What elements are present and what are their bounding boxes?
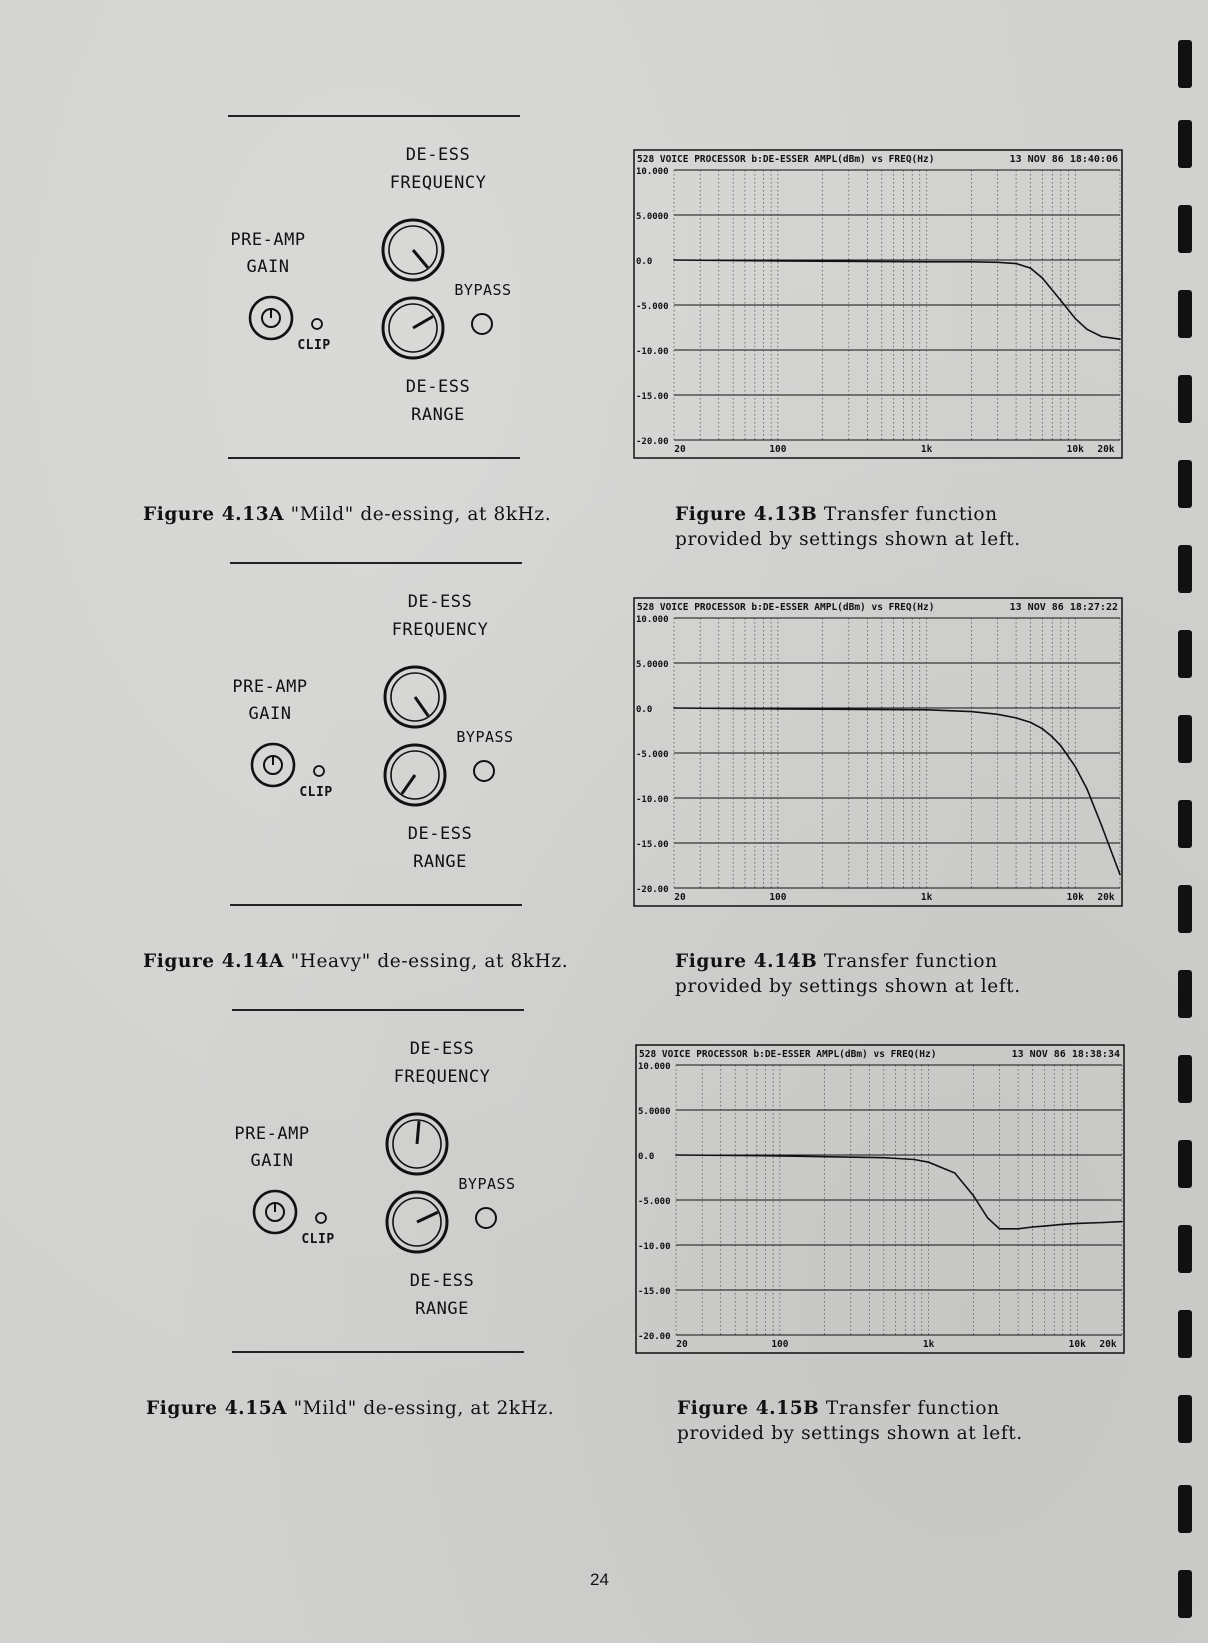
preamp-label-line1: PRE-AMP (230, 230, 306, 250)
range-label-line2: RANGE (411, 405, 465, 425)
preamp-gain-knob-icon (248, 740, 298, 790)
data-point (673, 259, 675, 261)
caption-text-line2: provided by settings shown at left. (675, 976, 1021, 997)
freq-label-line2: FREQUENCY (389, 173, 487, 193)
freq-label-line2: FREQUENCY (391, 620, 489, 640)
data-point (1043, 1225, 1045, 1227)
data-point (1121, 1221, 1123, 1223)
y-tick-label: -5.000 (636, 302, 669, 312)
bypass-switch-icon (473, 1205, 499, 1231)
binder-hole (1178, 205, 1192, 253)
freq-label-line1: DE-ESS (407, 592, 473, 612)
x-tick-label: 20k (1097, 892, 1115, 903)
caption-text-line2: provided by settings shown at left. (675, 529, 1021, 550)
caption-text-line2: provided by settings shown at left. (677, 1423, 1023, 1444)
clip-led-icon (313, 1210, 329, 1226)
binder-hole (1178, 375, 1192, 423)
binder-hole (1178, 1570, 1192, 1618)
data-point (1030, 722, 1032, 724)
data-point (1074, 318, 1076, 320)
graph-svg (634, 1043, 1126, 1355)
data-point (1119, 338, 1121, 340)
range-label-line2: RANGE (413, 852, 467, 872)
caption-text: Transfer function (823, 504, 998, 525)
range-knob-icon (380, 740, 450, 810)
data-point (926, 261, 928, 263)
y-tick-label: 5.0000 (636, 660, 669, 670)
y-tick-label: 0.0 (638, 1152, 655, 1162)
data-point (999, 1228, 1001, 1230)
divider-line (232, 1009, 524, 1011)
range-label-line2: RANGE (415, 1299, 469, 1319)
data-point (1032, 1226, 1034, 1228)
control-panel-drawing (230, 562, 530, 922)
transfer-function-graph (632, 596, 1124, 908)
freq-label-line2: FREQUENCY (393, 1067, 491, 1087)
data-point (928, 1161, 930, 1163)
data-point (1076, 1223, 1078, 1225)
binder-hole (1178, 970, 1192, 1018)
y-tick-label: 0.0 (636, 705, 653, 715)
data-point (997, 714, 999, 716)
frequency-knob-icon (382, 1109, 452, 1179)
range-label-line1: DE-ESS (409, 1271, 475, 1291)
figure-number: Figure 4.15B (677, 1398, 820, 1419)
y-tick-label: 10.000 (636, 615, 669, 625)
data-point (1030, 267, 1032, 269)
figure-caption-b (675, 949, 1021, 999)
caption-text: Transfer function (825, 1398, 1000, 1419)
binder-hole (1178, 1055, 1192, 1103)
graph-svg (632, 148, 1124, 460)
binder-hole (1178, 120, 1192, 168)
bypass-switch-icon (469, 311, 495, 337)
data-point (1015, 717, 1017, 719)
y-tick-label: 5.0000 (638, 1107, 671, 1117)
freq-label-line1: DE-ESS (405, 145, 471, 165)
data-point (1086, 329, 1088, 331)
data-point (913, 1159, 915, 1161)
caption-text: "Mild" de-essing, at 2kHz. (293, 1398, 555, 1419)
data-point (673, 707, 675, 709)
binder-hole (1178, 460, 1192, 508)
divider-line (228, 115, 520, 117)
x-tick-label: 100 (771, 1339, 789, 1350)
data-point (926, 709, 928, 711)
preamp-label-line1: PRE-AMP (234, 1124, 310, 1144)
data-point (1041, 277, 1043, 279)
bypass-label: BYPASS (456, 728, 514, 746)
graph-header-right: 13 NOV 86 18:40:06 (1009, 154, 1118, 165)
y-tick-label: 10.000 (636, 167, 669, 177)
graph-header-right: 13 NOV 86 18:27:22 (1009, 602, 1118, 613)
bypass-label: BYPASS (454, 281, 512, 299)
page-number: 24 (590, 1570, 609, 1589)
preamp-label-line2: GAIN (246, 257, 290, 277)
control-panel-drawing (228, 115, 528, 475)
preamp-label-line1: PRE-AMP (232, 677, 308, 697)
data-point (1015, 263, 1017, 265)
figure-number: Figure 4.15A (146, 1398, 288, 1419)
data-point (1060, 300, 1062, 302)
figure-caption-b (677, 1396, 1023, 1446)
binder-hole (1178, 1310, 1192, 1358)
divider-line (230, 904, 522, 906)
bypass-label: BYPASS (458, 1175, 516, 1193)
data-point (1101, 824, 1103, 826)
binder-hole (1178, 1225, 1192, 1273)
graph-header-right: 13 NOV 86 18:38:34 (1011, 1049, 1120, 1060)
y-tick-label: -20.00 (638, 1332, 671, 1342)
preamp-label-line2: GAIN (250, 1151, 294, 1171)
y-tick-label: -10.00 (636, 795, 669, 805)
graph-frame (634, 150, 1122, 458)
binder-hole (1178, 1395, 1192, 1443)
graph-header-left: 528 VOICE PROCESSOR b:DE-ESSER AMPL(dBm) vs FREQ(Hz) (637, 154, 935, 165)
clip-label: CLIP (301, 1232, 335, 1247)
caption-text: "Heavy" de-essing, at 8kHz. (290, 951, 569, 972)
y-tick-label: -5.000 (638, 1197, 671, 1207)
y-tick-label: -20.00 (636, 437, 669, 447)
data-point (1112, 856, 1114, 858)
data-point (1060, 745, 1062, 747)
binder-hole (1178, 545, 1192, 593)
data-point (971, 711, 973, 713)
y-tick-label: -10.00 (636, 347, 669, 357)
divider-line (230, 562, 522, 564)
binder-holes (1178, 40, 1194, 1640)
data-point (777, 260, 779, 262)
data-point (971, 261, 973, 263)
response-curve (676, 1155, 1122, 1229)
divider-line (228, 457, 520, 459)
control-panel-drawing (232, 1009, 532, 1369)
range-label-line1: DE-ESS (407, 824, 473, 844)
frequency-knob-icon (380, 662, 450, 732)
data-point (997, 261, 999, 263)
data-point (1041, 728, 1043, 730)
figure-number: Figure 4.13B (675, 504, 818, 525)
data-point (954, 1172, 956, 1174)
data-point (1101, 336, 1103, 338)
data-point (973, 1195, 975, 1197)
x-tick-label: 20k (1097, 444, 1115, 455)
data-point (1062, 1224, 1064, 1226)
data-point (1051, 736, 1053, 738)
data-point (1074, 766, 1076, 768)
preamp-label-line2: GAIN (248, 704, 292, 724)
y-tick-label: -20.00 (636, 885, 669, 895)
x-tick-label: 20 (674, 444, 686, 455)
y-tick-label: -5.000 (636, 750, 669, 760)
data-point (779, 1155, 781, 1157)
y-tick-label: 5.0000 (636, 212, 669, 222)
binder-hole (1178, 1485, 1192, 1533)
y-tick-label: -10.00 (638, 1242, 671, 1252)
divider-line (232, 1351, 524, 1353)
binder-hole (1178, 800, 1192, 848)
transfer-function-graph (634, 1043, 1126, 1355)
y-tick-label: 10.000 (638, 1062, 671, 1072)
figure-number: Figure 4.14B (675, 951, 818, 972)
x-tick-label: 20k (1099, 1339, 1117, 1350)
transfer-function-graph (632, 148, 1124, 460)
data-point (777, 708, 779, 710)
range-label-line1: DE-ESS (405, 377, 471, 397)
x-tick-label: 100 (769, 444, 787, 455)
y-tick-label: -15.00 (636, 392, 669, 402)
figure-number: Figure 4.13A (143, 504, 285, 525)
clip-led-icon (309, 316, 325, 332)
data-point (883, 1157, 885, 1159)
freq-label-line1: DE-ESS (409, 1039, 475, 1059)
y-tick-label: -15.00 (636, 840, 669, 850)
binder-hole (1178, 885, 1192, 933)
figure-number: Figure 4.14A (143, 951, 285, 972)
binder-hole (1178, 40, 1192, 88)
caption-text: Transfer function (823, 951, 998, 972)
range-knob-icon (378, 293, 448, 363)
clip-label: CLIP (297, 338, 331, 353)
data-point (987, 1217, 989, 1219)
graph-frame (634, 598, 1122, 906)
response-curve (674, 260, 1120, 339)
figure-caption-a (146, 1396, 554, 1421)
x-tick-label: 100 (769, 892, 787, 903)
caption-text: "Mild" de-essing, at 8kHz. (290, 504, 552, 525)
figure-caption-a (143, 949, 568, 974)
x-tick-label: 1k (922, 1339, 935, 1350)
x-tick-label: 10k (1068, 1339, 1086, 1350)
clip-label: CLIP (299, 785, 333, 800)
graph-svg (632, 596, 1124, 908)
binder-hole (1178, 630, 1192, 678)
data-point (1103, 1222, 1105, 1224)
data-point (675, 1154, 677, 1156)
y-tick-label: -15.00 (638, 1287, 671, 1297)
preamp-gain-knob-icon (250, 1187, 300, 1237)
x-tick-label: 10k (1066, 444, 1084, 455)
data-point (1119, 874, 1121, 876)
binder-hole (1178, 290, 1192, 338)
figure-caption-b (675, 502, 1021, 552)
x-tick-label: 1k (920, 444, 933, 455)
graph-frame (636, 1045, 1124, 1353)
graph-header-left: 528 VOICE PROCESSOR b:DE-ESSER AMPL(dBm) vs FREQ(Hz) (637, 602, 935, 613)
y-tick-label: 0.0 (636, 257, 653, 267)
data-point (1017, 1228, 1019, 1230)
preamp-gain-knob-icon (246, 293, 296, 343)
figure-caption-a (143, 502, 551, 527)
data-point (1086, 788, 1088, 790)
x-tick-label: 10k (1066, 892, 1084, 903)
x-tick-label: 1k (920, 892, 933, 903)
x-tick-label: 20 (676, 1339, 688, 1350)
clip-led-icon (311, 763, 327, 779)
range-knob-icon (382, 1187, 452, 1257)
binder-hole (1178, 1140, 1192, 1188)
x-tick-label: 20 (674, 892, 686, 903)
frequency-knob-icon (378, 215, 448, 285)
binder-hole (1178, 715, 1192, 763)
graph-header-left: 528 VOICE PROCESSOR b:DE-ESSER AMPL(dBm) vs FREQ(Hz) (639, 1049, 937, 1060)
response-curve (674, 708, 1120, 875)
bypass-switch-icon (471, 758, 497, 784)
